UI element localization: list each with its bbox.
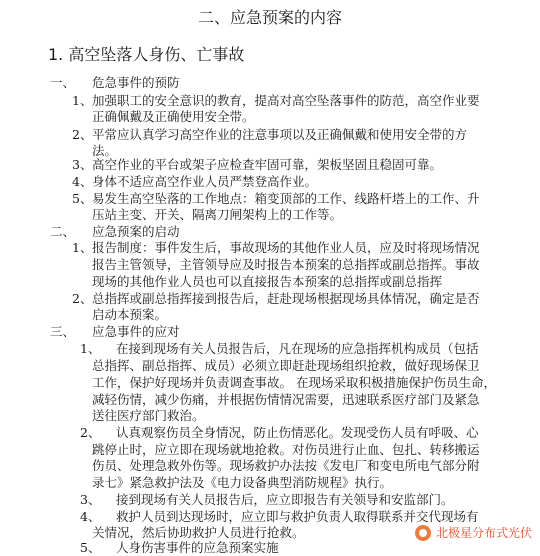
part2-item1-line3: 现场的其他作业人员也可以直接报告本预案的总指挥或副总指挥 xyxy=(92,274,443,289)
part3-item5-number: 5、 xyxy=(80,540,101,555)
part3-heading: 应急事件的应对 xyxy=(92,324,180,339)
part3-item1-line4: 减轻伤情，减少伤痛，并根据伤情情况需要，迅速联系医疗部门及紧急 xyxy=(92,392,480,407)
part3-item3-number: 3、 xyxy=(80,492,101,507)
section-heading-1: 1. 高空坠落人身伤、亡事故 xyxy=(48,45,245,64)
part2-item2-line2: 启动本预案。 xyxy=(92,307,168,322)
part2-item2-number: 2、 xyxy=(72,291,93,306)
part3-item2-line1: 认真观察伤员全身情况，防止伤情恶化。发现受伤人员有呼吸、心 xyxy=(116,425,479,440)
part1-item2-line2: 法。 xyxy=(92,143,118,158)
part1-item3-number: 3、 xyxy=(72,157,93,172)
part3-item1-line2: 总指挥、副总指挥、成员）必须立即赶赴现场组织抢救，做好现场保卫 xyxy=(92,358,480,373)
brand-logo-icon xyxy=(415,525,431,541)
part3-number: 三、 xyxy=(50,324,76,339)
part2-item1-line1: 报告制度：事件发生后，事故现场的其他作业人员，应及时将现场情况 xyxy=(92,240,480,255)
part1-item1-line2: 正确佩戴及正确使用安全带。 xyxy=(92,109,255,124)
part1-number: 一、 xyxy=(50,75,76,90)
part3-item2-line4: 录七》紧急救护法及《电力设备典型消防规程》执行。 xyxy=(92,475,393,490)
part3-item1-line3: 工作，保护好现场并负责调查事故。 在现场采取积极措施保护伤员生命， xyxy=(92,375,496,390)
watermark-text: 北极星分布式光伏 xyxy=(435,526,532,540)
part3-item4-number: 4、 xyxy=(80,509,101,524)
part1-item4-line1: 身体不适应高空作业人员严禁登高作业。 xyxy=(92,174,318,189)
part2-number: 二、 xyxy=(50,224,76,239)
part2-item1-number: 1、 xyxy=(72,240,93,255)
watermark xyxy=(415,524,532,541)
part1-heading: 危急事件的预防 xyxy=(92,75,180,90)
part1-item5-line1: 易发生高空坠落的工作地点：箱变顶部的工作、线路杆塔上的工作、升 xyxy=(92,191,480,206)
part1-item1-line1: 加强职工的安全意识的教育，提高对高空坠落事件的防范，高空作业要 xyxy=(92,93,480,108)
part1-item5-line2: 压站主变、开关、隔离刀闸架构上的工作等。 xyxy=(92,207,343,222)
part3-item3-line1: 接到现场有关人员报告后，应立即报告有关领导和安监部门。 xyxy=(116,492,454,507)
part3-item1-line1: 在接到现场有关人员报告后，凡在现场的应急指挥机构成员（包括 xyxy=(116,341,479,356)
part2-item1-line2: 报告主管领导，主管领导应及时报告本预案的总指挥或副总指挥。事故 xyxy=(92,257,480,272)
part3-item1-line5: 送往医疗部门救治。 xyxy=(92,408,205,423)
part1-item5-number: 5、 xyxy=(72,191,93,206)
part1-item3-line1: 高空作业的平台或架子应检查牢固可靠，架板坚固且稳固可靠。 xyxy=(92,157,443,172)
part3-item2-line3: 伤员、处理急救外伤等。现场救护办法按《发电厂和变电所电气部分附 xyxy=(92,458,480,473)
part3-item2-number: 2、 xyxy=(80,425,101,440)
part3-item5-line1: 人身伤害事件的应急预案实施 xyxy=(116,540,279,555)
part2-item2-line1: 总指挥或副总指挥接到报告后，赶赴现场根据现场具体情况，确定是否 xyxy=(92,291,480,306)
part3-item1-number: 1、 xyxy=(80,341,101,356)
part1-item4-number: 4、 xyxy=(72,174,93,189)
page-title: 二、应急预案的内容 xyxy=(197,8,342,27)
part3-item4-line2: 关情况，然后协助救护人员进行抢救。 xyxy=(92,525,305,540)
part3-item2-line2: 跳停止时，应立即在现场就地抢救。对伤员进行止血、包扎、转移搬运 xyxy=(92,442,480,457)
part2-heading: 应急预案的启动 xyxy=(92,224,180,239)
part1-item2-line1: 平常应认真学习高空作业的注意事项以及正确佩戴和使用安全带的方 xyxy=(92,127,468,142)
part3-item4-line1: 救护人员到达现场时，应立即与救护负责人取得联系并交代现场有 xyxy=(116,509,479,524)
part1-item1-number: 1、 xyxy=(72,93,93,108)
part1-item2-number: 2、 xyxy=(72,127,93,142)
